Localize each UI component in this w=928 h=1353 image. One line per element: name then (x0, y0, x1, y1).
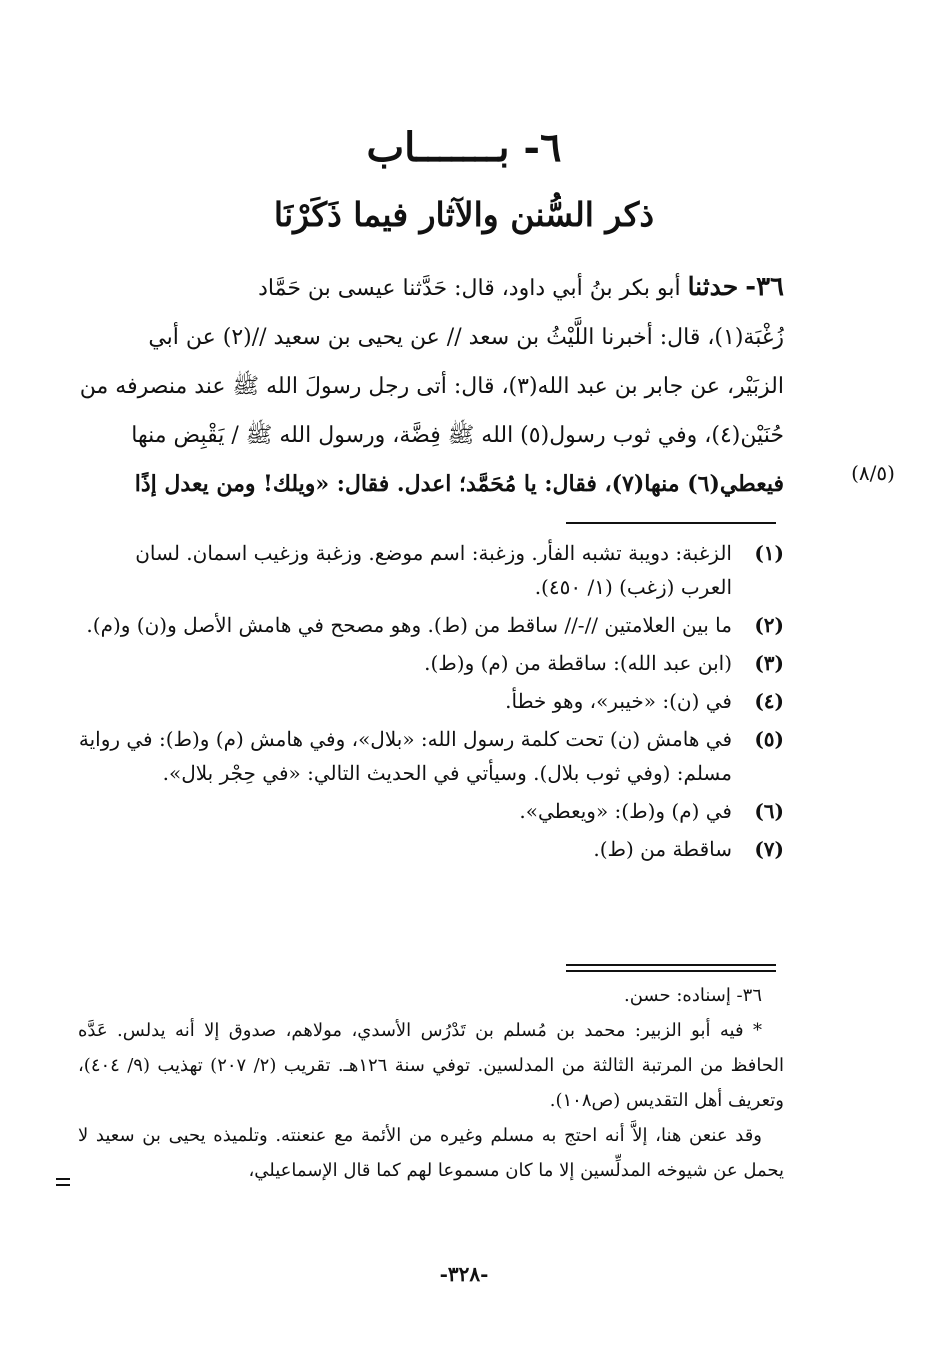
takhrij-heading: ٣٦- إسناده: حسن. (624, 985, 762, 1006)
footnote-number: (١) (754, 541, 784, 565)
footnote-text: في هامش (ن) تحت كلمة رسول الله: «بلال»، وفي هامش (م) و(ط): في رواية مسلم: (وفي ثوب بلال). وسيأتي في الحديث التالي: «في حِجْر بلال». (78, 727, 732, 785)
takhrij-divider (566, 964, 776, 966)
hadith-opening-word: حدثنا (687, 272, 739, 301)
footnotes-list (78, 536, 784, 870)
footnote-number: (٣) (754, 651, 784, 675)
footnote-number: (٤) (754, 689, 784, 713)
takhrij-section (78, 978, 784, 1188)
footnote-item (78, 722, 784, 790)
margin-reference: (٨/٥) (851, 461, 895, 485)
takhrij-divider (566, 970, 776, 972)
hadith-line-5: فيعطي(٦) منها(٧)، فقال: يا مُحَمَّد؛ اعدل. فقال: «ويلك! ومن يعدل إذًا (134, 471, 784, 497)
footnote-item (78, 646, 784, 680)
footnote-divider (566, 522, 776, 524)
page-edge-mark (56, 1178, 70, 1186)
hadith-line-4: حُنَيْن(٤)، وفي ثوب رسول(٥) الله ﷺ فِضَّة، ورسول الله ﷺ / يَقْبِض منها (131, 423, 784, 448)
footnote-number: (٢) (754, 613, 784, 637)
footnote-item (78, 794, 784, 828)
hadith-text (78, 262, 784, 509)
footnote-text: (ابن عبد الله): ساقطة من (م) و(ط). (424, 651, 732, 675)
footnote-item (78, 684, 784, 718)
hadith-number: ٣٦- (745, 272, 784, 302)
footnote-item (78, 536, 784, 604)
footnote-text: في (م) و(ط): «ويعطي». (519, 799, 732, 823)
footnote-item (78, 608, 784, 642)
chapter-heading: ٦- بـــــــاب (366, 124, 562, 171)
footnote-number: (٥) (754, 727, 784, 751)
footnote-item (78, 832, 784, 866)
footnote-number: (٧) (754, 837, 784, 861)
hadith-line-text: أبو بكر بنُ أبي داود، قال: حَدَّثنا عيسى بن حَمَّاد (258, 276, 681, 301)
footnote-text: في (ن): «خيبر»، وهو خطأ. (505, 689, 732, 713)
hadith-line-2: زُغْبَة(١)، قال: أخبرنا اللَّيْثُ بن سعد // عن يحيى بن سعيد //(٢) عن أبي (148, 325, 784, 350)
takhrij-paragraph: وقد عنعن هنا، إلاَّ أنه احتج به مسلم وغيره من الأئمة مع عنعنته. وتلميذه يحيى بن سعيد لا يحمل عن شيوخه المدلِّسين إلا ما كان مسموعا لهم كما قال الإسماعيلي، (78, 1125, 784, 1181)
takhrij-paragraph: * فيه أبو الزبير: محمد بن مُسلم بن تَدْرُس الأسدي، مولاهم، صدوق إلا أنه يدلس. عَدَّه الحافظ من المرتبة الثالثة من المدلسين. توفي سنة ١٢٦هـ. تقريب (٢/ ٢٠٧) تهذيب (٩/ ٤٠٤)، وتعريف أهل التقديس (ص١٠٨). (78, 1020, 784, 1111)
footnote-text: ما بين العلامتين //-// ساقط من (ط). وهو مصحح في هامش الأصل و(ن) و(م). (86, 613, 732, 637)
footnote-text: ساقطة من (ط). (593, 837, 732, 861)
footnote-number: (٦) (754, 799, 784, 823)
hadith-line-1 (78, 262, 784, 313)
footnote-text: الزغبة: دويبة تشبه الفأر. وزغبة: اسم موضع. وزغبة وزغيب اسمان. لسان العرب (زغب) (١/ ٤٥٠). (135, 541, 732, 599)
hadith-line-3: الزبَيْر، عن جابر بن عبد الله(٣)، قال: أتى رجل رسولَ الله ﷺ عند منصرفه من (79, 374, 784, 399)
page-number: -٣٢٨- (439, 1262, 489, 1286)
chapter-subtitle: ذكر السُّنن والآثار فيما ذَكَرْنَا (273, 195, 655, 234)
